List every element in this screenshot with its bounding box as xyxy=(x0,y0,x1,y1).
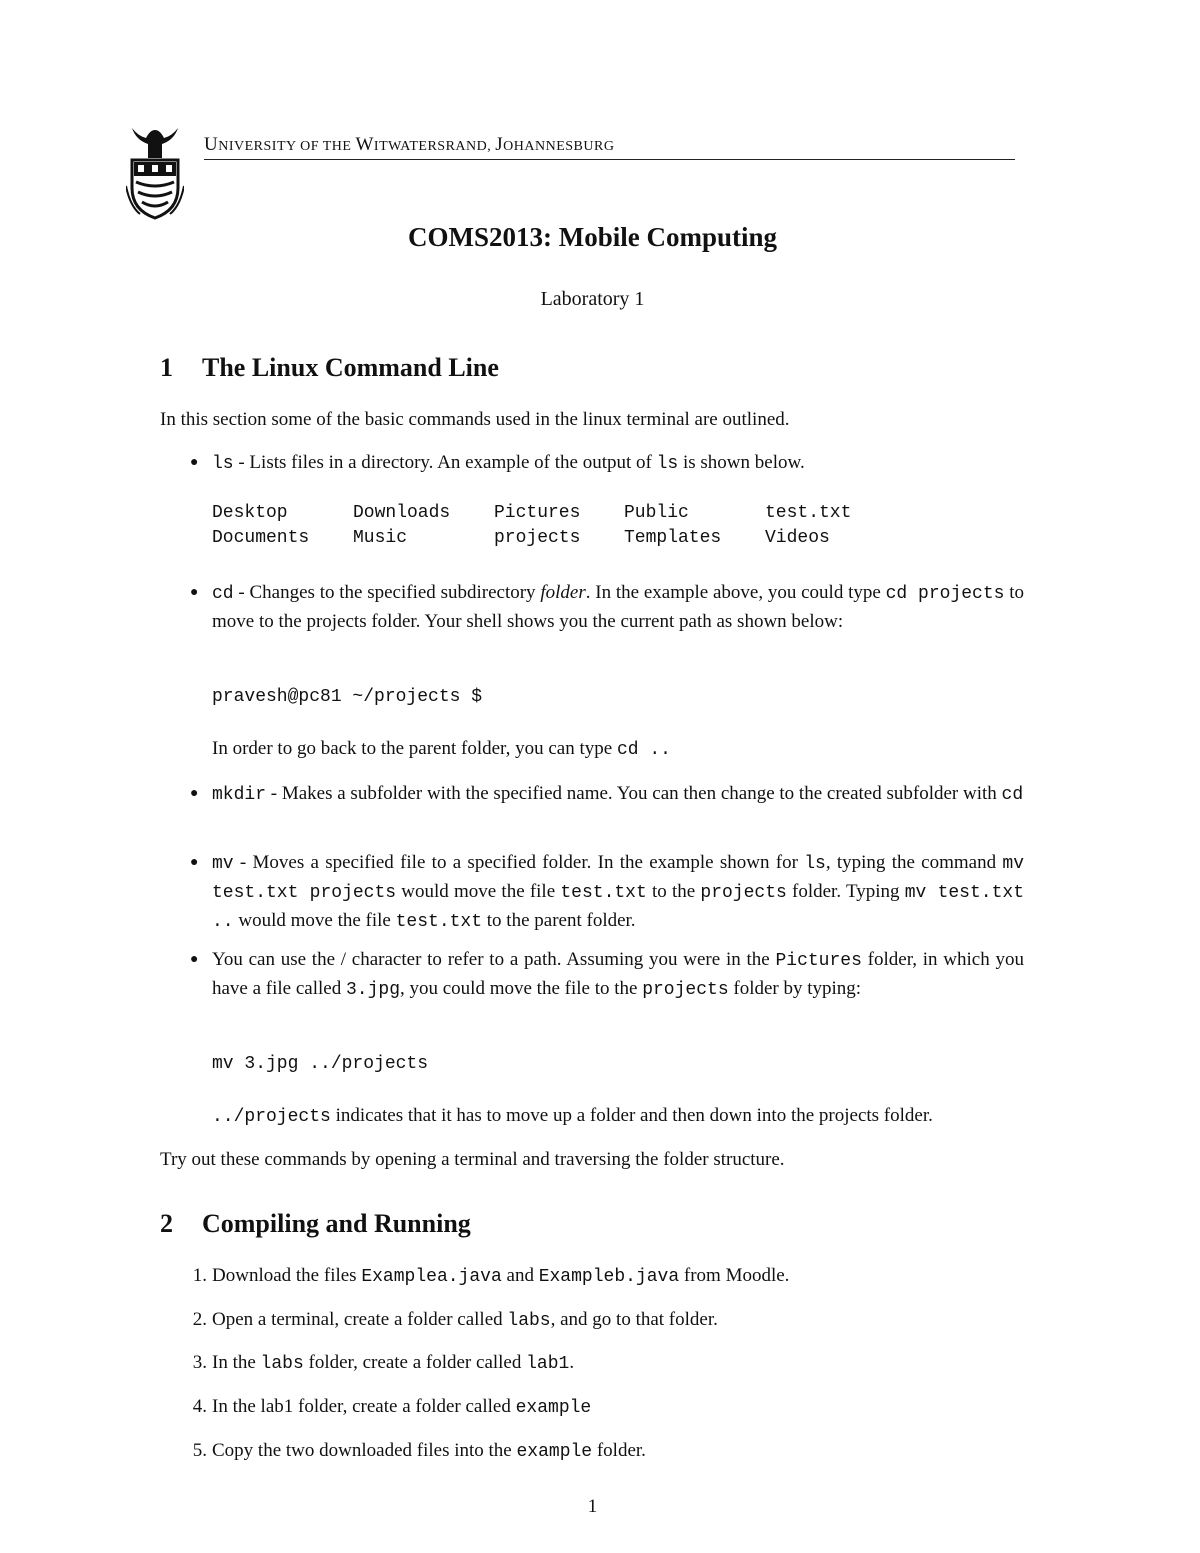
section-1-intro: In this section some of the basic commands used in the linux terminal are outlined. xyxy=(160,409,790,430)
step-number: 3. xyxy=(192,1352,207,1373)
bullet-icon: ● xyxy=(190,952,199,967)
step-5: Copy the two downloaded files into the example folder. xyxy=(212,1440,646,1462)
section-1-heading: 1 The Linux Command Line xyxy=(160,353,499,382)
step-4: In the lab1 folder, create a folder called example xyxy=(212,1396,592,1418)
step-number: 2. xyxy=(192,1309,207,1330)
bullet-icon: ● xyxy=(190,585,199,600)
section-2-heading: 2 Compiling and Running xyxy=(160,1209,471,1238)
list-item-mkdir: mkdir - Makes a subfolder with the specified name. You can then change to the created subfolder with cd xyxy=(212,783,1024,805)
step-number: 4. xyxy=(192,1396,207,1417)
list-item-mv: mv - Moves a specified file to a specified folder. In the example shown for ls, typing the command mv test.txt projects would move the file test.txt to the projects folder. Typing mv test.txt .. would move the file test.txt to the parent folder. xyxy=(212,852,1024,932)
step-3: In the labs folder, create a folder called lab1. xyxy=(212,1352,575,1374)
header-rule xyxy=(204,159,1015,160)
mv-path-example: mv 3.jpg ../projects xyxy=(212,1054,429,1074)
page-number: 1 xyxy=(587,1496,598,1517)
bullet-icon: ● xyxy=(190,455,199,470)
bullet-icon: ● xyxy=(190,855,199,870)
list-item-path: You can use the / character to refer to a path. Assuming you were in the Pictures folder, in which you have a file called 3.jpg, you could move the file to the projects folder by typing: xyxy=(212,949,1024,1000)
step-number: 1. xyxy=(192,1265,207,1286)
list-item-cd: cd - Changes to the specified subdirectory folder. In the example above, you could type cd projects to move to the projects folder. Your shell shows you the current path as shown below: xyxy=(212,582,1025,632)
document-subtitle: Laboratory 1 xyxy=(540,288,645,310)
university-name: UNIVERSITY OF THE WITWATERSRAND, JOHANNESBURG xyxy=(204,134,615,155)
step-1: Download the files Examplea.java and Exampleb.java from Moodle. xyxy=(212,1265,790,1287)
bullet-icon: ● xyxy=(190,786,199,801)
step-number: 5. xyxy=(192,1440,207,1461)
ls-output-listing xyxy=(212,503,877,553)
document-title: COMS2013: Mobile Computing xyxy=(407,222,777,252)
table-row: Documents Music projects Templates Videos xyxy=(212,528,830,548)
step-2: Open a terminal, create a folder called labs, and go to that folder. xyxy=(212,1309,718,1331)
table-row: Desktop Downloads Pictures Public test.txt xyxy=(212,503,852,523)
university-crest-logo xyxy=(126,126,184,222)
cd-back-note: In order to go back to the parent folder, you can type cd .. xyxy=(212,738,671,760)
section-1-closing: Try out these commands by opening a terminal and traversing the folder structure. xyxy=(160,1149,785,1170)
path-explanation: ../projects indicates that it has to move up a folder and then down into the projects folder. xyxy=(212,1105,933,1127)
shell-prompt-example: pravesh@pc81 ~/projects $ xyxy=(212,687,483,707)
list-item-ls: ls - Lists files in a directory. An example of the output of ls is shown below. xyxy=(212,452,805,474)
